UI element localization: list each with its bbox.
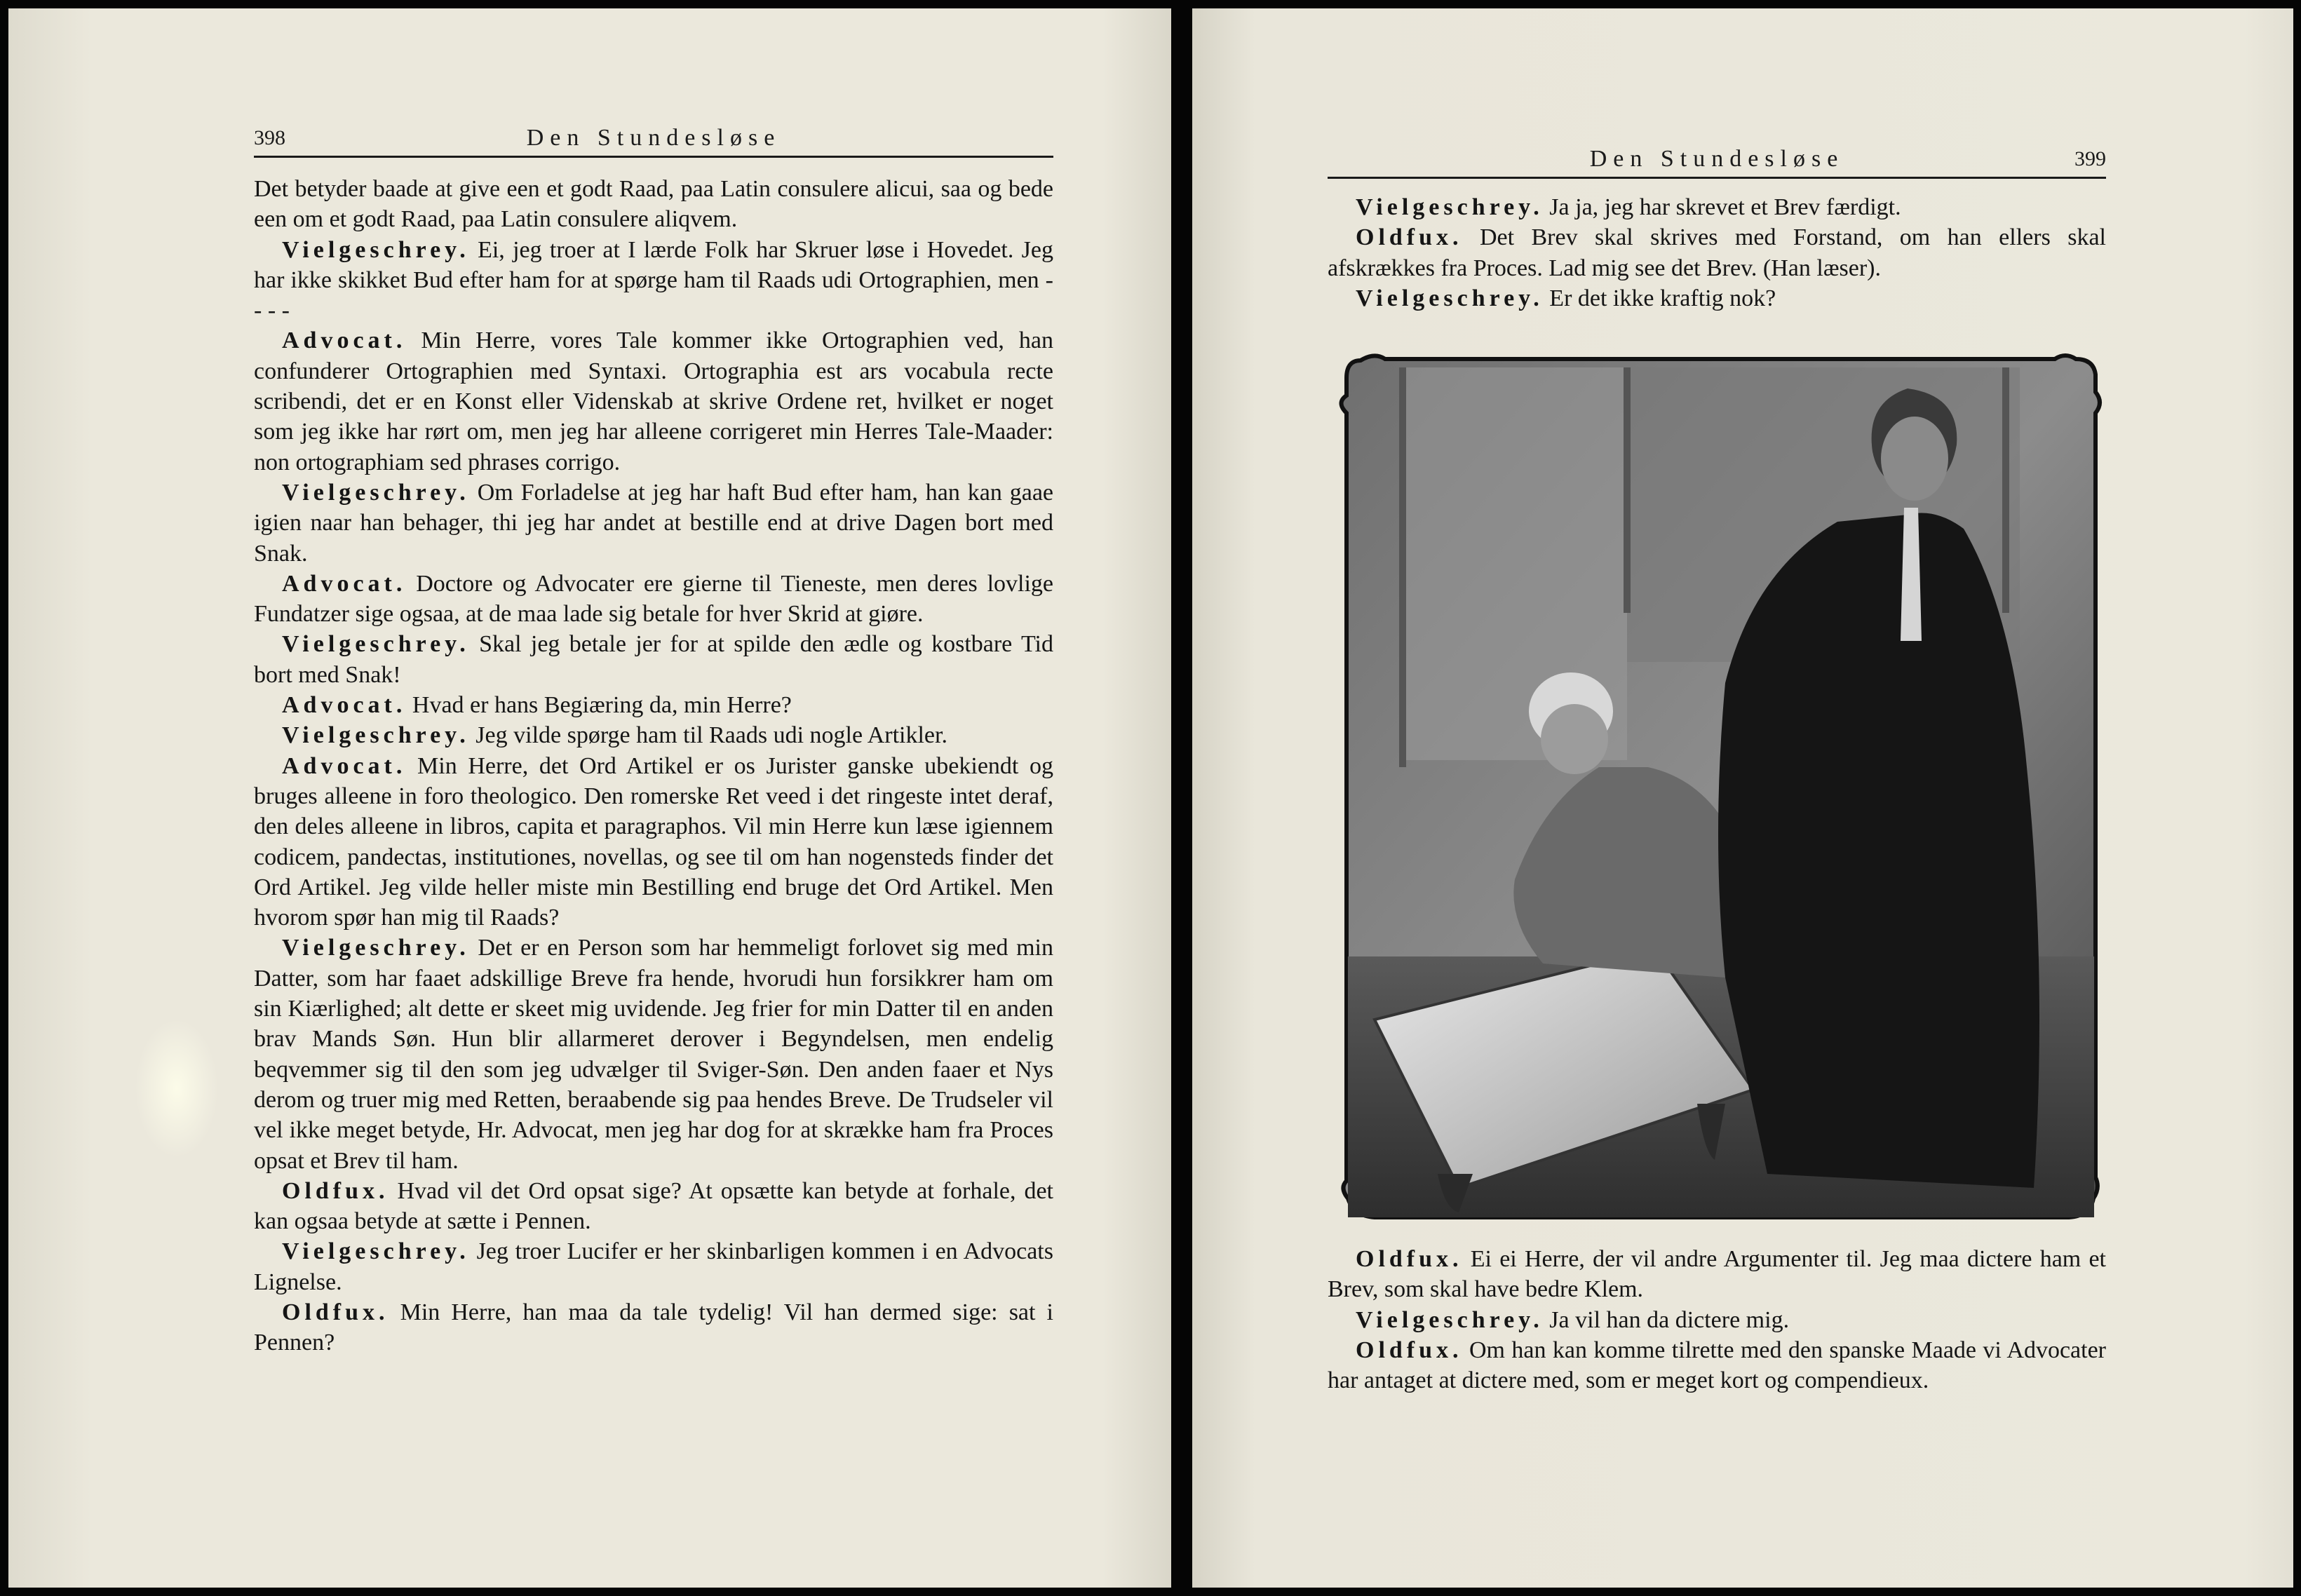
- dialogue-text: Hvad vil det Ord opsat sige? At opsætte kan betyde at forhale, det kan ogsaa betyde at sætte i Pennen.: [254, 1177, 1053, 1235]
- right-page-body-top: [1328, 192, 2106, 313]
- speaker-name: Advocat.: [282, 752, 407, 779]
- left-page-header: [254, 114, 1053, 158]
- dialogue-text: Min Herre, det Ord Artikel er os Jurister ganske ubekiendt og bruges alleene in foro theologico. Den romerske Ret veed i det ringeste intet deraf, den deles alleene in libros, capita et paragraphos. Vil min Herre kun læse igiennem codicem, pandectas, institutiones, novellas, og see til om han nogensteds finder det Ord Artikel. Jeg vilde heller miste min Bestilling end bruge det Ord Artikel. Men hvorom spør han mig til Raads?: [254, 752, 1053, 931]
- dialogue-text: Min Herre, vores Tale kommer ikke Ortographien ved, han confunderer Ortographien med Syntaxi. Ortographia est ars vocabula recte scribendi, det er en Konst eller Videnskab at skrive Ordene ret, hvilket er noget som jeg ikke har rørt om, men jeg har alleene corrigeret min Herres Tale-Maader: non ortographiam sed phrases corrigo.: [254, 327, 1053, 475]
- left-page: [8, 8, 1171, 1588]
- dialogue-paragraph: [1328, 1305, 2106, 1335]
- dialogue-paragraph: [254, 751, 1053, 933]
- right-page-header: [1328, 135, 2106, 179]
- speaker-name: Vielgeschrey.: [1356, 194, 1544, 220]
- speaker-name: Vielgeschrey.: [282, 479, 470, 506]
- dialogue-paragraph: [254, 1176, 1053, 1237]
- speaker-name: Vielgeschrey.: [1356, 1306, 1544, 1333]
- dialogue-paragraph: [254, 478, 1053, 569]
- dialogue-text: Det Brev skal skrives med Forstand, om han ellers skal afskrækkes fra Proces. Lad mig see det Brev. (Han læser).: [1328, 224, 2106, 281]
- left-page-body: [254, 174, 1053, 1358]
- dialogue-text: Ja ja, jeg har skrevet et Brev færdigt.: [1543, 194, 1901, 220]
- dialogue-paragraph: [254, 235, 1053, 326]
- speaker-name: Oldfux.: [282, 1177, 389, 1204]
- dialogue-paragraph: [254, 1297, 1053, 1358]
- dialogue-text: Det er en Person som har hemmeligt forlovet sig med min Datter, som har faaet adskillige Breve fra hende, hvorudi hun forsikkrer ham om sin Kiærlighed; alt dette er skeet mig uvidende. Jeg frier for min Datter til en anden brav Mands Søn. Hun blir allarmeret derover i Begyndelsen, men endelig beqvemmer sig til den som jeg udvælger til Sviger-Søn. Den anden faaer et Nys derom og truer mig med Retten, beraabende sig paa hendes Breve. De Trudseler vil vel ikke meget betyde, Hr. Advocat, men jeg har dog for at skrække ham fra Proces opsat et Brev til ham.: [254, 935, 1053, 1174]
- dialogue-text: Er det ikke kraftig nok?: [1543, 285, 1776, 311]
- right-page: [1192, 8, 2293, 1588]
- running-head: Den Stundesløse: [526, 125, 781, 151]
- page-number: 398: [254, 126, 285, 149]
- speaker-name: Vielgeschrey.: [282, 722, 470, 749]
- speaker-name: Oldfux.: [282, 1299, 389, 1325]
- running-head: Den Stundesløse: [1589, 146, 1844, 172]
- dialogue-paragraph: [1328, 1244, 2106, 1305]
- dialogue-paragraph: [1328, 192, 2106, 222]
- dialogue-text: Jeg vilde spørge ham til Raads udi nogle Artikler.: [469, 722, 947, 749]
- dialogue-paragraph: [254, 720, 1053, 750]
- page-number: 399: [2074, 147, 2106, 170]
- dialogue-paragraph: [254, 629, 1053, 690]
- illustration-plate: [1332, 346, 2111, 1231]
- dialogue-text: Ei, jeg troer at I lærde Folk har Skruer løse i Hovedet. Jeg har ikke skikket Bud efter ham for at spørge ham til Raads udi Ortographien, men - - - -: [254, 236, 1053, 324]
- dialogue-paragraph: [254, 690, 1053, 720]
- dialogue-text: Skal jeg betale jer for at spilde den ædle og kostbare Tid bort med Snak!: [254, 631, 1053, 688]
- dialogue-text: Om han kan komme tilrette med den spanske Maade vi Advocater har antaget at dictere med, som er meget kort og compendieux.: [1328, 1337, 2106, 1394]
- speaker-name: Advocat.: [282, 327, 407, 354]
- speaker-name: Oldfux.: [1356, 1337, 1463, 1363]
- dialogue-text: Ei ei Herre, der vil andre Argumenter til. Jeg maa dictere ham et Brev, som skal have bedre Klem.: [1328, 1246, 2106, 1303]
- dialogue-paragraph: [1328, 222, 2106, 283]
- speaker-name: Oldfux.: [1356, 1246, 1463, 1272]
- speaker-name: Vielgeschrey.: [282, 236, 470, 263]
- dialogue-text: Doctore og Advocater ere gierne til Tieneste, men deres lovlige Fundatzer sige ogsaa, at de maa lade sig betale for hver Skrid at giøre.: [254, 570, 1053, 628]
- dialogue-text: Ja vil han da dictere mig.: [1543, 1306, 1790, 1333]
- dialogue-text: Min Herre, han maa da tale tydelig! Vil han dermed sige: sat i Pennen?: [254, 1299, 1053, 1356]
- dialogue-paragraph: [1328, 1335, 2106, 1396]
- page-stain: [135, 1018, 219, 1158]
- speaker-name: Vielgeschrey.: [282, 1238, 470, 1265]
- illustration-drawing: [1332, 346, 2111, 1231]
- dialogue-text: Det betyder baade at give een et godt Raad, paa Latin consulere alicui, saa og bede een om et godt Raad, paa Latin consulere aliqvem.: [254, 176, 1053, 233]
- speaker-name: Vielgeschrey.: [282, 935, 470, 961]
- dialogue-text: Om Forladelse at jeg har haft Bud efter ham, han kan gaae igien naar han behager, thi jeg har andet at bestille end at drive Dagen bort med Snak.: [254, 479, 1053, 567]
- speaker-name: Vielgeschrey.: [282, 631, 470, 658]
- speaker-name: Oldfux.: [1356, 224, 1463, 251]
- dialogue-text: Hvad er hans Begiæring da, min Herre?: [406, 692, 792, 719]
- dialogue-paragraph: [254, 1236, 1053, 1297]
- right-page-body-bottom: [1328, 1244, 2106, 1395]
- speaker-name: Advocat.: [282, 692, 407, 719]
- dialogue-paragraph: [254, 933, 1053, 1175]
- dialogue-paragraph: [1328, 283, 2106, 313]
- speaker-name: Advocat.: [282, 570, 407, 597]
- dialogue-paragraph: [254, 174, 1053, 235]
- dialogue-paragraph: [254, 569, 1053, 630]
- dialogue-paragraph: [254, 325, 1053, 477]
- dialogue-text: Jeg troer Lucifer er her skinbarligen kommen i en Advocats Lignelse.: [254, 1238, 1053, 1295]
- speaker-name: Vielgeschrey.: [1356, 285, 1544, 311]
